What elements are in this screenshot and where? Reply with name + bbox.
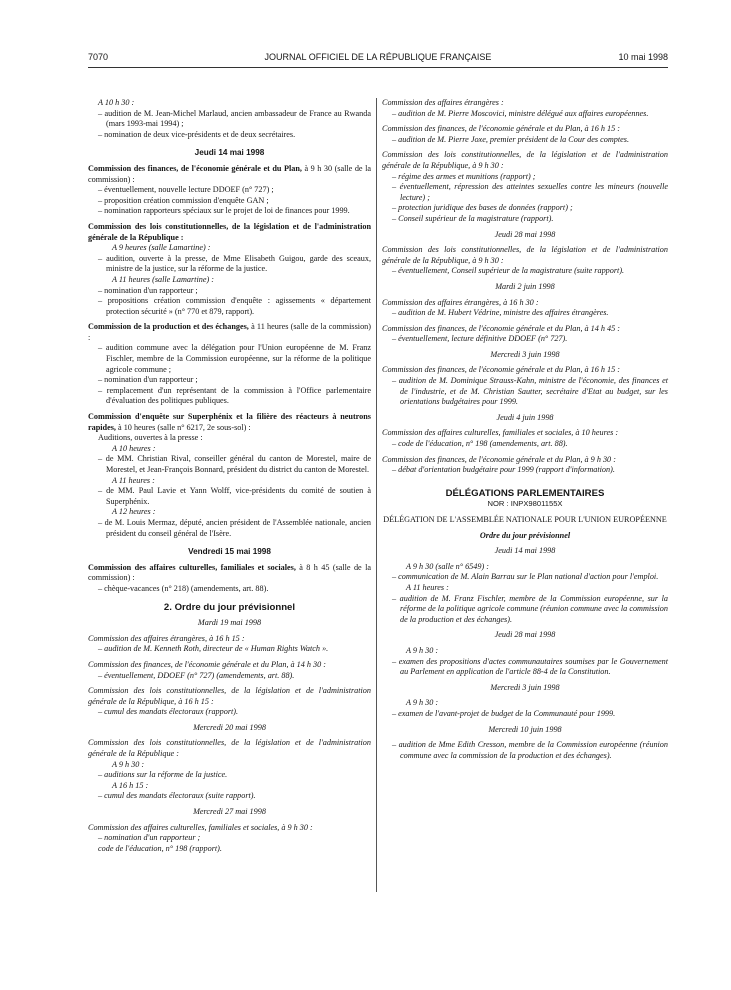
agenda-item: – audition de M. Franz Fischler, membre de la Commission européenne, sur la réforme de la politique agricole commune (réunion commune avec la commission de la production et des échanges). (392, 593, 668, 624)
time-line: A 10 heures : (112, 443, 156, 453)
committee-heading (88, 563, 371, 584)
committee-name: Commission des finances, de l'économie générale et du Plan, (88, 163, 302, 173)
agenda-item: code de l'éducation, n° 198 (rapport). (98, 843, 222, 853)
agenda-item: – éventuellement, DDOEF (n° 727) (amendements, art. 88). (98, 670, 295, 680)
day-heading: Mardi 2 juin 1998 (495, 281, 555, 291)
committee-heading: Commission des affaires étrangères, à 16 h 30 : (382, 297, 539, 307)
committee-heading: Commission des lois constitutionnelles, de la législation et de l'administration générale de la République, à 16 h 15 : (88, 686, 371, 706)
committee-heading: Commission des finances, de l'économie générale et du Plan, à 16 h 15 : (382, 365, 621, 375)
day-heading: Mercredi 3 juin 1998 (490, 682, 560, 692)
agenda-item: – protection juridique des bases de données (rapport) ; (392, 203, 573, 213)
agenda-item: – audition de M. Pierre Joxe, premier président de la Cour des comptes. (392, 134, 630, 144)
agenda-item: – de M. Louis Mermaz, député, ancien président de l'Assemblée nationale, ancien président du conseil général de l'Isère. (98, 517, 371, 538)
section-heading: 2. Ordre du jour prévisionnel (163, 601, 296, 613)
day-heading: Mercredi 10 juin 1998 (488, 724, 562, 734)
right-column (382, 98, 668, 761)
committee-heading: Commission des lois constitutionnelles, de la législation et de l'administration générale de la République : (88, 221, 371, 242)
agenda-item: – examen de l'avant-projet de budget de la Communauté pour 1999. (392, 708, 616, 718)
agenda-item: – code de l'éducation, n° 198 (amendements, art. 88). (392, 439, 568, 449)
time-line: A 9 heures (salle Lamartine) : (112, 243, 211, 253)
committee-time: à 9 h 30 (salle de la commission) : (88, 163, 371, 184)
page-number: 7070 (88, 52, 109, 62)
time-line: A 11 heures : (406, 582, 449, 592)
committee-heading: Commission des finances, de l'économie générale et du Plan, à 14 h 30 : (88, 659, 327, 669)
agenda-item: – propositions création commission d'enquête : agissements « département protection sécurité » (n° 770 et 879, rapport). (98, 296, 371, 316)
time-line: A 12 heures : (112, 507, 156, 517)
committee-heading: Commission des finances, de l'économie générale et du Plan, à 9 h 30 : (382, 454, 616, 464)
time-line: A 16 h 15 : (112, 780, 149, 790)
day-heading: Jeudi 14 mai 1998 (194, 148, 265, 158)
committee-heading: Commission des affaires culturelles, familiales et sociales, à 10 heures : (382, 428, 619, 438)
agenda-item: – chèque-vacances (n° 218) (amendements, art. 88). (98, 583, 269, 593)
time-line: A 10 h 30 : (98, 98, 135, 107)
agenda-item: – cumul des mandats électoraux (rapport). (98, 707, 239, 717)
committee-time: à 8 h 45 (salle de la commission) : (88, 562, 371, 583)
header-rule (88, 67, 668, 68)
day-heading: Vendredi 15 mai 1998 (188, 547, 271, 557)
committee-heading (88, 412, 371, 433)
agenda-item: – éventuellement, nouvelle lecture DDOEF (n° 727) ; (98, 185, 274, 195)
column-divider (376, 98, 377, 892)
agenda-item: – communication de M. Alain Barrau sur le Plan national d'action pour l'emploi. (392, 572, 659, 582)
agenda-item: – examen des propositions d'actes communautaires soumises par le Gouvernement au Parlement en application de l'article 88-4 de la Constitution. (392, 656, 668, 677)
session-note: Auditions, ouvertes à la presse : (98, 433, 203, 443)
subsection-heading: Ordre du jour prévisionnel (479, 530, 571, 540)
committee-heading: Commission des lois constitutionnelles, de la législation et de l'administration générale de la République, à 9 h 30 : (382, 245, 668, 265)
time-line: A 9 h 30 (salle n° 6549) : (406, 561, 489, 571)
agenda-item: – remplacement d'un représentant de la commission à l'Office parlementaire d'évaluation des politiques publiques. (98, 385, 371, 406)
committee-heading: Commission des finances, de l'économie générale et du Plan, à 14 h 45 : (382, 323, 621, 333)
agenda-item: – audition de M. Hubert Védrine, ministre des affaires étrangères. (392, 308, 609, 318)
section-heading: DÉLÉGATIONS PARLEMENTAIRES (445, 487, 605, 499)
agenda-item: – nomination d'un rapporteur ; (98, 375, 198, 385)
day-heading: Mardi 19 mai 1998 (197, 618, 262, 628)
committee-time: à 10 heures (salle n° 6217, 2e sous-sol) : (115, 422, 251, 432)
time-line: A 11 heures (salle Lamartine) : (112, 274, 214, 284)
agenda-item: – cumul des mandats électoraux (suite rapport). (98, 791, 256, 801)
day-heading: Mercredi 20 mai 1998 (193, 722, 266, 732)
agenda-item: – éventuellement, Conseil supérieur de la magistrature (suite rapport). (392, 266, 625, 276)
journal-title: JOURNAL OFFICIEL DE LA RÉPUBLIQUE FRANÇAISE (264, 52, 492, 62)
day-heading: Jeudi 14 mai 1998 (494, 546, 556, 556)
agenda-item: – audition de M. Jean-Michel Marlaud, ancien ambassadeur de France au Rwanda (mars 1993-mai 1994) ; (98, 108, 371, 129)
agenda-item: – audition de M. Dominique Strauss-Kahn, ministre de l'économie, des finances et de l'industrie, et de M. Christian Sautter, secrétaire d'Etat au budget, sur les orientations budgétaires pour 1999. (392, 376, 668, 407)
committee-heading: Commission des lois constitutionnelles, de la législation et de l'administration générale de la République : (88, 738, 371, 759)
left-column (88, 98, 371, 854)
day-heading: Jeudi 28 mai 1998 (494, 229, 556, 239)
committee-heading: Commission des affaires étrangères : (382, 98, 504, 107)
agenda-item: – nomination rapporteurs spéciaux sur le projet de loi de finances pour 1999. (98, 206, 350, 216)
committee-heading (88, 164, 371, 185)
page-header (88, 52, 668, 66)
nor-reference: NOR : INPX9801155X (487, 499, 563, 509)
agenda-item: – audition de M. Pierre Moscovici, ministre délégué aux affaires européennes. (392, 108, 649, 118)
issue-date: 10 mai 1998 (618, 52, 668, 62)
agenda-item: – éventuellement, répression des atteintes sexuelles contre les mineurs (nouvelle lecture) ; (392, 182, 668, 202)
agenda-item: – de MM. Paul Lavie et Yann Wolff, vice-présidents du comité de soutien à Superphénix. (98, 486, 371, 506)
agenda-item: – nomination d'un rapporteur ; (98, 285, 198, 295)
agenda-item: – nomination d'un rapporteur ; (98, 833, 201, 843)
day-heading: Mercredi 3 juin 1998 (490, 349, 560, 359)
time-line: A 9 h 30 : (406, 645, 439, 655)
agenda-item: – débat d'orientation budgétaire pour 1999 (rapport d'information). (392, 465, 615, 475)
delegation-title: DÉLÉGATION DE L'ASSEMBLÉE NATIONALE POUR L'UNION EUROPÉENNE (383, 515, 667, 524)
agenda-item: – Conseil supérieur de la magistrature (rapport). (392, 213, 554, 223)
agenda-item: – nomination de deux vice-présidents et de deux secrétaires. (98, 129, 296, 139)
committee-heading: Commission des affaires étrangères, à 16 h 15 : (88, 633, 245, 643)
agenda-item: – audition commune avec la délégation pour l'Union européenne de M. Franz Fischler, membre de la Commission européenne, sur la réforme de la politique agricole commune ; (98, 343, 371, 374)
committee-name: Commission d'enquête sur Superphénix et la filière des réacteurs à neutrons rapides, (88, 412, 371, 432)
committee-time: à 11 heures (salle de la commission) : (88, 322, 371, 342)
committee-name: Commission des affaires culturelles, familiales et sociales, (88, 562, 296, 572)
committee-name: Commission de la production et des échanges, (88, 322, 249, 332)
agenda-item: – éventuellement, lecture définitive DDOEF (n° 727). (392, 334, 568, 344)
committee-heading (88, 322, 371, 343)
agenda-item: – auditions sur la réforme de la justice. (98, 770, 228, 780)
day-heading: Jeudi 4 juin 1998 (496, 412, 554, 422)
day-heading: Jeudi 28 mai 1998 (494, 630, 556, 640)
day-heading: Mercredi 27 mai 1998 (193, 807, 266, 817)
time-line: A 11 heures : (112, 475, 155, 485)
agenda-item: – de MM. Christian Rival, conseiller général du canton de Morestel, maire de Morestel, et Jean-François Bonnard, président du district du canton de Morestel. (98, 454, 371, 474)
committee-heading: Commission des affaires culturelles, familiales et sociales, à 9 h 30 : (88, 822, 313, 832)
committee-heading: Commission des lois constitutionnelles, de la législation et de l'administration générale de la République, à 9 h 30 : (382, 150, 668, 170)
agenda-item: – régime des armes et munitions (rapport) ; (392, 171, 536, 181)
agenda-item: – audition de M. Kenneth Roth, directeur de « Human Rights Watch ». (98, 644, 329, 654)
time-line: A 9 h 30 : (406, 698, 439, 708)
agenda-item: – audition, ouverte à la presse, de Mme Elisabeth Guigou, garde des sceaux, ministre de la justice, sur la réforme de la justice. (98, 253, 371, 274)
agenda-item: – proposition création commission d'enquête GAN ; (98, 195, 269, 205)
time-line: A 9 h 30 : (112, 759, 145, 769)
agenda-item: – audition de Mme Edith Cresson, membre de la Commission européenne (réunion commune avec la commission de la production et des échanges). (392, 740, 668, 760)
committee-heading: Commission des finances, de l'économie générale et du Plan, à 16 h 15 : (382, 124, 621, 134)
